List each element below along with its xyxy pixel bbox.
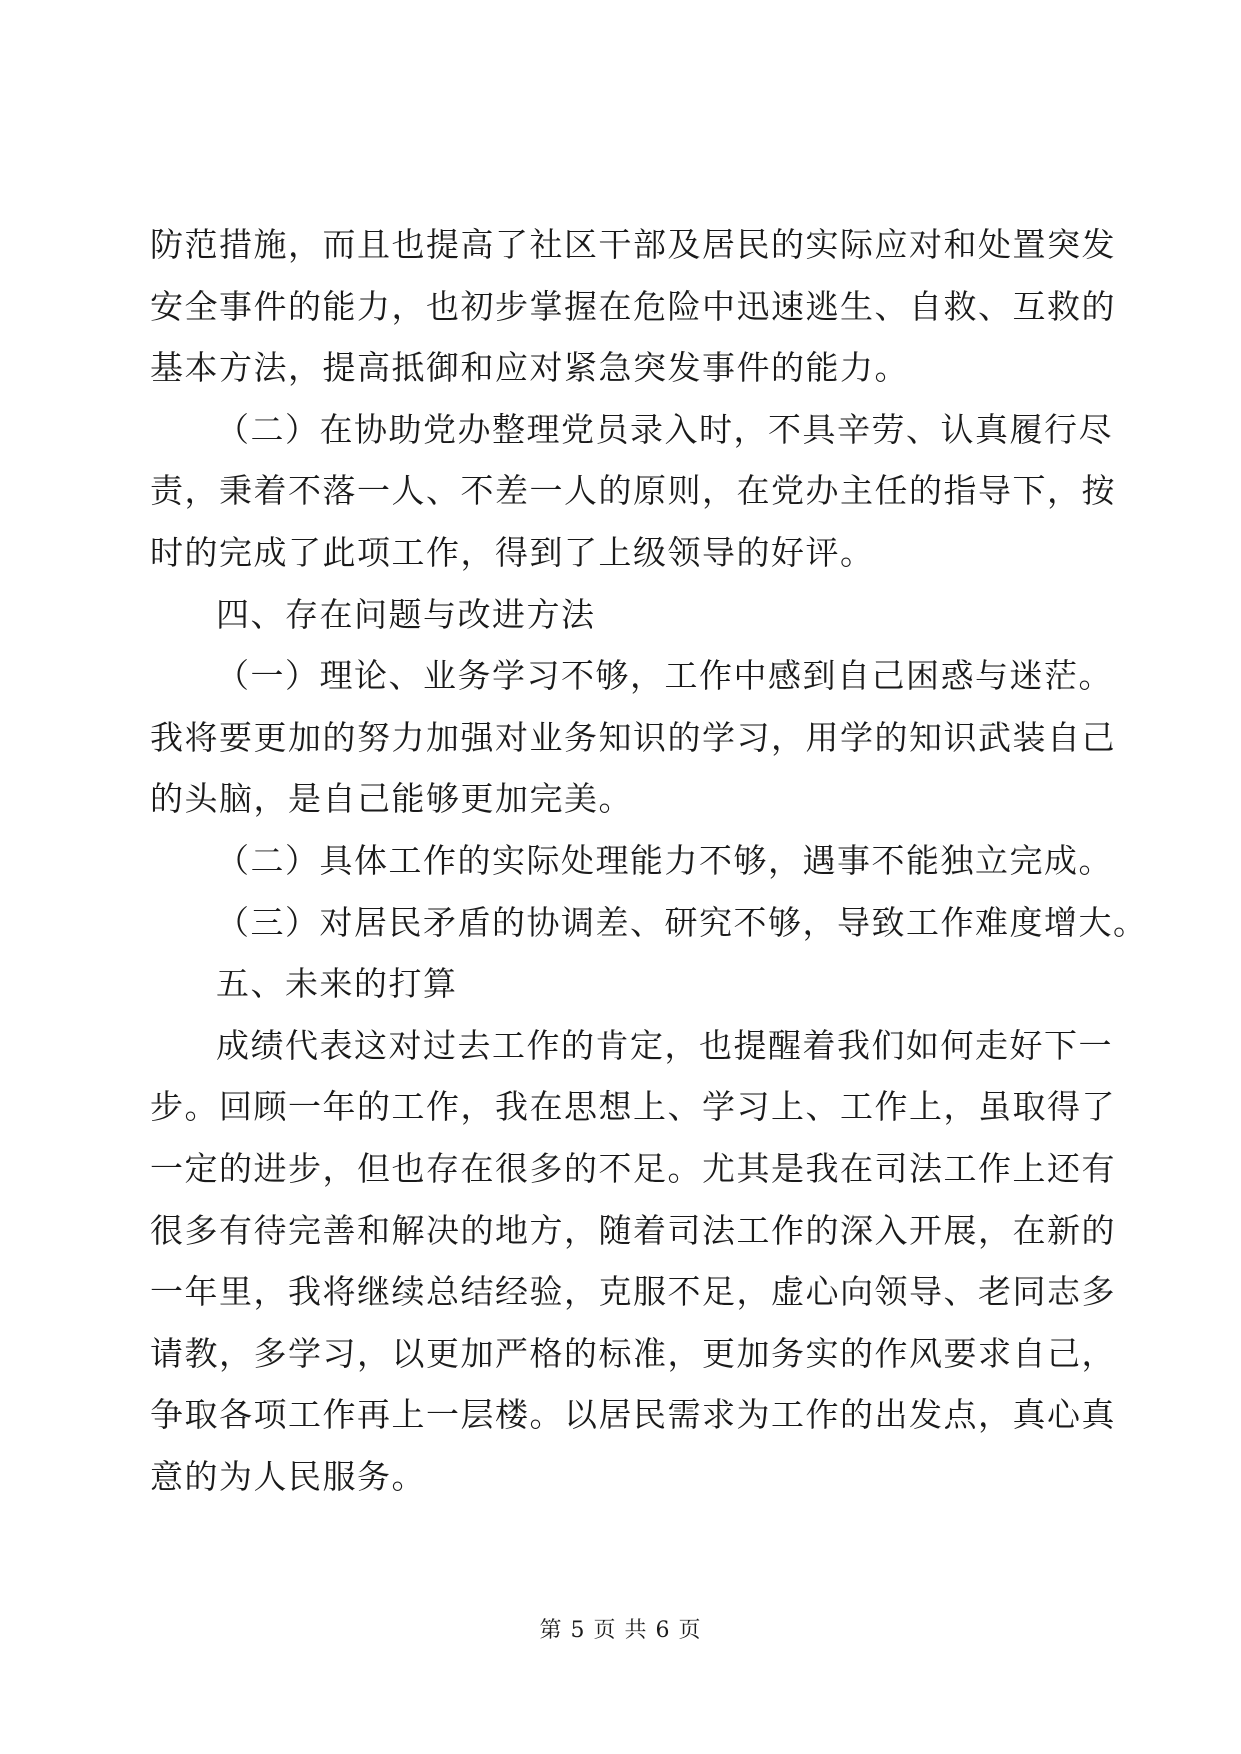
- text-line: 的头脑，是自己能够更加完美。: [150, 779, 633, 819]
- text-line: （二）具体工作的实际处理能力不够，遇事不能独立完成。: [216, 840, 1113, 880]
- text-line: （三）对居民矛盾的协调差、研究不够，导致工作难度增大。: [216, 902, 1148, 942]
- text-line: 请教，多学习，以更加严格的标准，更加务实的作风要求自己，: [150, 1333, 1116, 1373]
- text-line: 一年里，我将继续总结经验，克服不足，虚心向领导、老同志多: [150, 1272, 1116, 1312]
- text-line: （一）理论、业务学习不够，工作中感到自己困惑与迷茫。: [216, 656, 1113, 696]
- page-number: 第 5 页 共 6 页: [539, 1618, 702, 1643]
- text-line: 安全事件的能力，也初步掌握在危险中迅速逃生、自救、互救的: [150, 286, 1116, 326]
- text-line: 争取各项工作再上一层楼。以居民需求为工作的出发点，真心真: [150, 1395, 1116, 1435]
- text-line: 我将要更加的努力加强对业务知识的学习，用学的知识武装自己: [150, 717, 1116, 757]
- text-line: 意的为人民服务。: [150, 1456, 426, 1496]
- text-line: 防范措施，而且也提高了社区干部及居民的实际应对和处置突发: [150, 225, 1116, 264]
- section-heading: 四、存在问题与改进方法: [216, 594, 596, 634]
- text-line: （二）在协助党办整理党员录入时，不具辛劳、认真履行尽: [216, 409, 1113, 449]
- text-line: 很多有待完善和解决的地方，随着司法工作的深入开展，在新的: [150, 1210, 1116, 1250]
- text-line: 成绩代表这对过去工作的肯定，也提醒着我们如何走好下一: [216, 1025, 1113, 1065]
- text-line: 基本方法，提高抵御和应对紧急突发事件的能力。: [150, 348, 909, 388]
- text-line: 责，秉着不落一人、不差一人的原则，在党办主任的指导下，按: [150, 471, 1116, 511]
- text-line: 时的完成了此项工作，得到了上级领导的好评。: [150, 532, 875, 572]
- text-line: 一定的进步，但也存在很多的不足。尤其是我在司法工作上还有: [150, 1148, 1116, 1188]
- section-heading: 五、未来的打算: [216, 964, 458, 1004]
- document-body: [150, 225, 1148, 1521]
- text-line: 步。回顾一年的工作，我在思想上、学习上、工作上，虽取得了: [150, 1087, 1116, 1127]
